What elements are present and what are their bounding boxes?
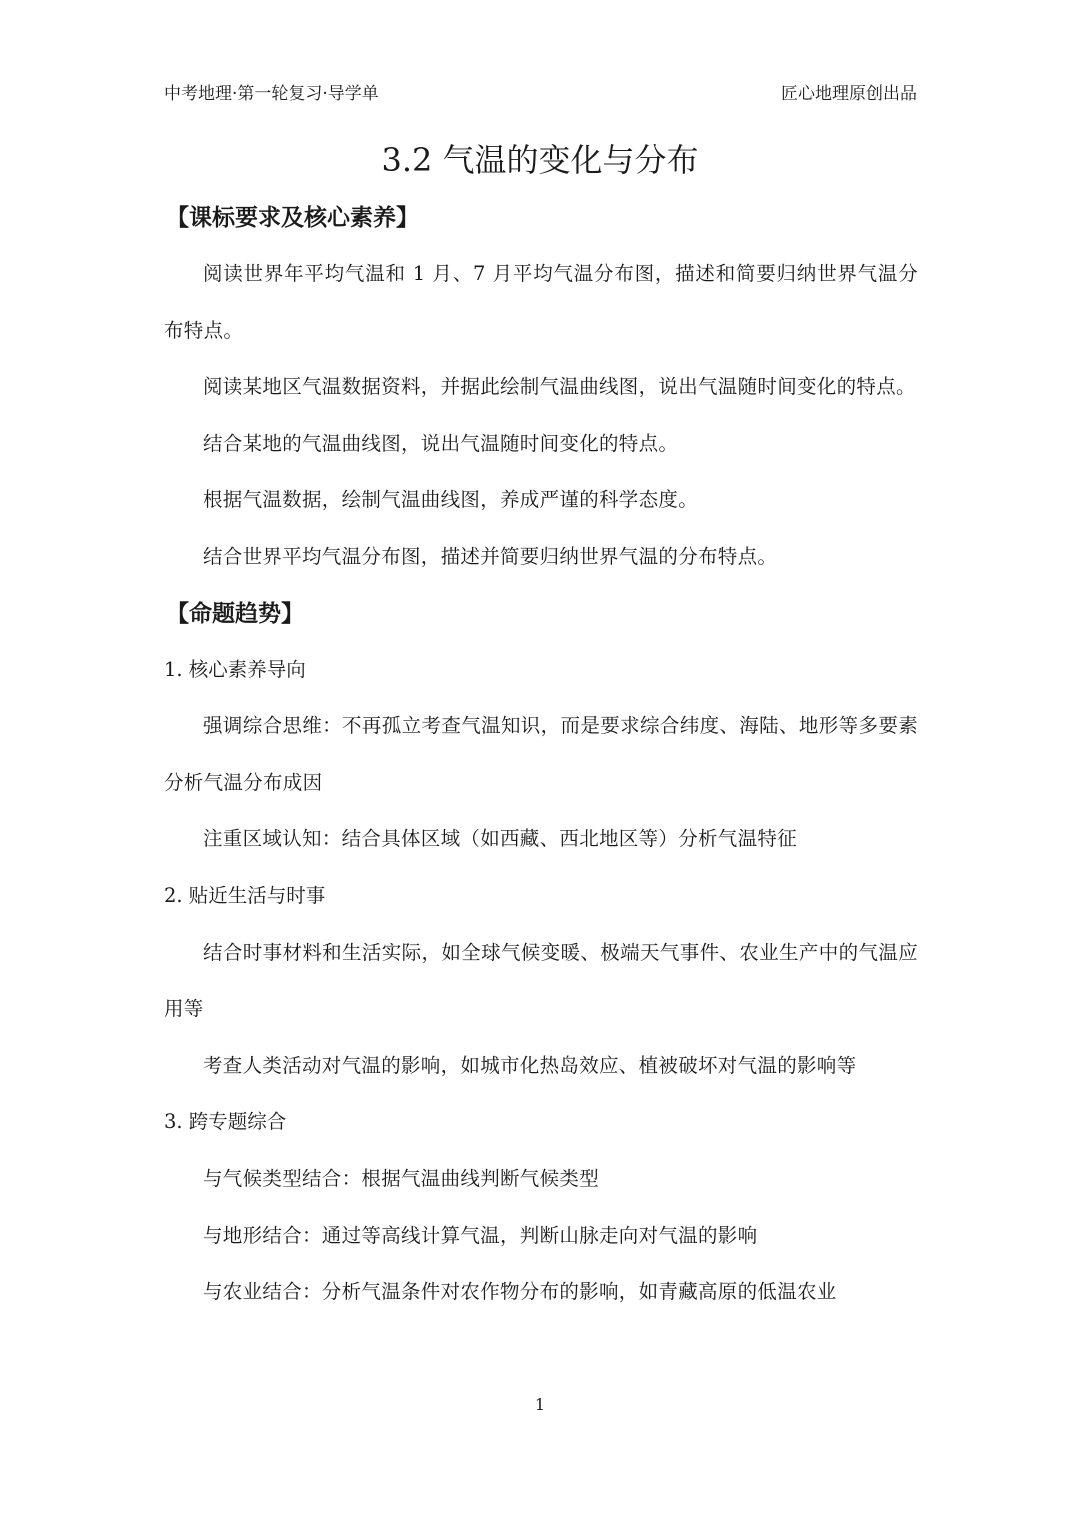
trend-paragraph: 与地形结合：通过等高线计算气温，判断山脉走向对气温的影响 xyxy=(203,1223,758,1247)
curriculum-paragraph: 阅读世界年平均气温和 1 月、7 月平均气温分布图，描述和简要归纳世界气温分布特点。 xyxy=(164,262,918,342)
trend-item-title: 1. 核心素养导向 xyxy=(164,657,306,681)
trend-paragraph: 结合时事材料和生活实际，如全球气候变暖、极端天气事件、农业生产中的气温应用等 xyxy=(164,940,918,1021)
trend-paragraph: 强调综合思维：不再孤立考查气温知识，而是要求综合纬度、海陆、地形等多要素分析气温分布成因 xyxy=(164,714,918,794)
curriculum-paragraph: 阅读某地区气温数据资料，并据此绘制气温曲线图，说出气温随时间变化的特点。 xyxy=(203,375,916,399)
document-body xyxy=(164,190,918,1321)
curriculum-paragraph: 根据气温数据，绘制气温曲线图，养成严谨的科学态度。 xyxy=(203,488,699,512)
curriculum-paragraph: 结合某地的气温曲线图，说出气温随时间变化的特点。 xyxy=(203,431,679,455)
trend-paragraph: 考查人类活动对气温的影响，如城市化热岛效应、植被破坏对气温的影响等 xyxy=(203,1053,857,1077)
trend-paragraph: 与农业结合：分析气温条件对农作物分布的影响，如青藏高原的低温农业 xyxy=(203,1280,837,1304)
section-heading-curriculum: 【课标要求及核心素养】 xyxy=(166,205,419,231)
trend-item-title: 3. 跨专题综合 xyxy=(164,1110,287,1134)
page-number: 1 xyxy=(534,1395,546,1414)
trend-item-title: 2. 贴近生活与时事 xyxy=(164,883,326,907)
trend-paragraph: 注重区域认知：结合具体区域（如西藏、西北地区等）分析气温特征 xyxy=(203,827,798,851)
document-title: 3.2 气温的变化与分布 xyxy=(381,141,699,179)
header-left-text: 中考地理·第一轮复习·导学单 xyxy=(164,84,379,104)
trend-paragraph: 与气候类型结合：根据气温曲线判断气候类型 xyxy=(203,1166,600,1190)
header-right-text: 匠心地理原创出品 xyxy=(781,84,917,104)
section-heading-trends: 【命题趋势】 xyxy=(166,600,304,627)
curriculum-paragraph: 结合世界平均气温分布图，描述并简要归纳世界气温的分布特点。 xyxy=(203,544,778,568)
